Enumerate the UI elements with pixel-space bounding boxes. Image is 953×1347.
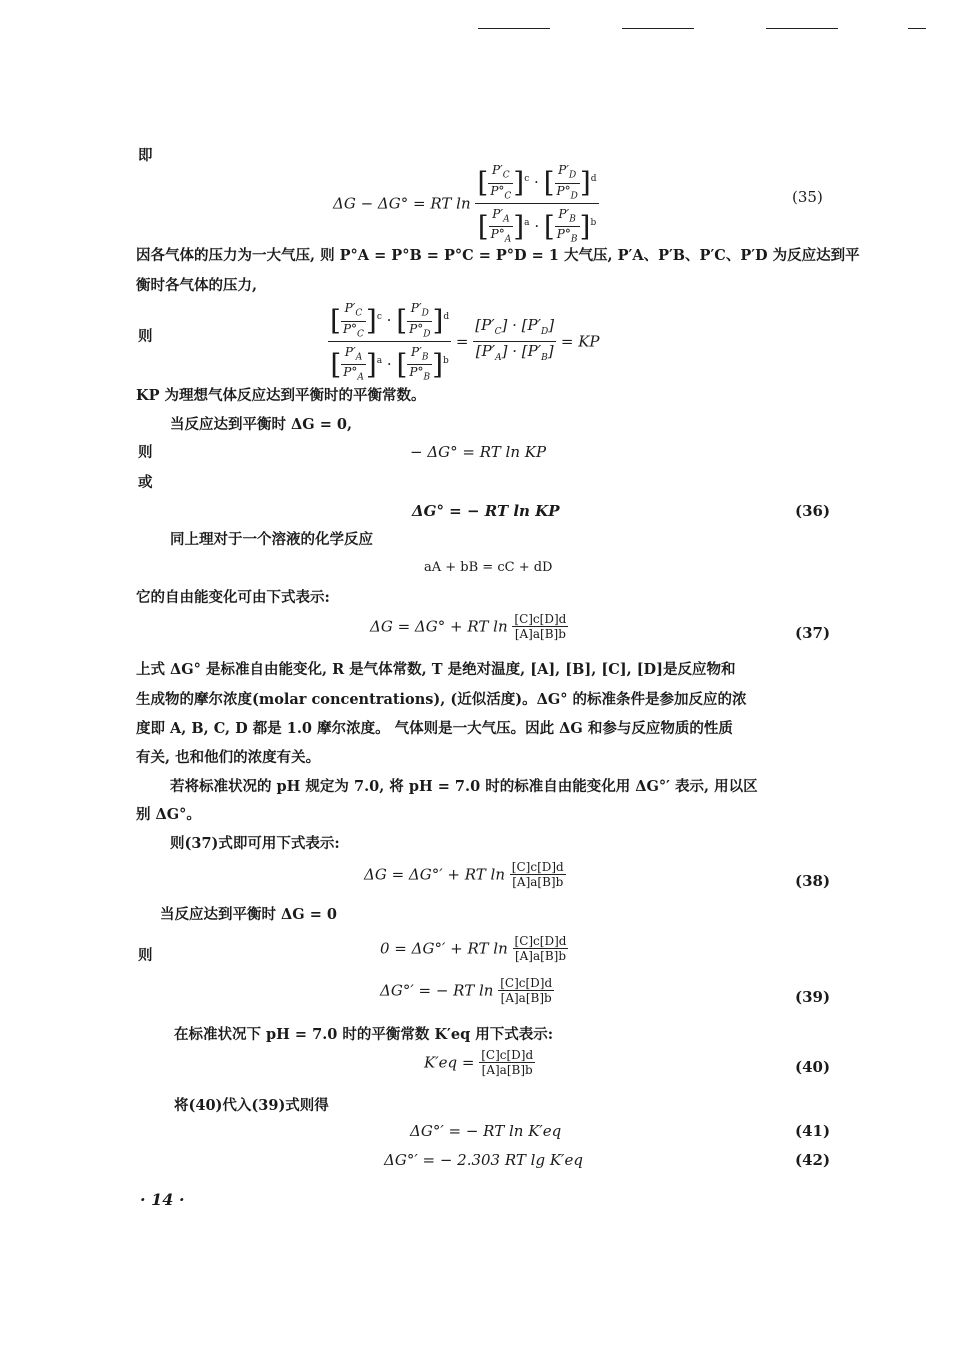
- text-line: 它的自由能变化可由下式表示:: [136, 589, 330, 606]
- text-line: KP 为理想气体反应达到平衡时的平衡常数。: [136, 387, 426, 404]
- header-rule: [478, 28, 550, 29]
- equation-39b: ΔG°′ = − RT ln $\frac{[C]c[D]d}{[A]a[B]b}$: [380, 976, 553, 1005]
- header-rule: [766, 28, 838, 29]
- text-line: 别 ΔG°。: [136, 806, 201, 823]
- text-line: 生成物的摩尔浓度(molar concentrations), (近似活度)。ΔG° 的标准条件是参加反应的浓: [136, 691, 747, 708]
- header-rule: [908, 28, 926, 29]
- equation-number-42: (42): [795, 1151, 831, 1169]
- equation-39a: 0 = ΔG°′ + RT ln $\frac{[C]c[D]d}{[A]a[B]b}$: [380, 934, 567, 963]
- equation-38: ΔG = ΔG°′ + RT ln $\frac{[C]c[D]d}{[A]a[B]b}$: [364, 860, 564, 889]
- equation-40: K′eq = $\frac{[C]c[D]d}{[A]a[B]b}$: [424, 1048, 534, 1077]
- text-line: 因各气体的压力为一大气压, 则 P°A = P°B = P°C = P°D = 1 大气压, P′A、P′B、P′C、P′D 为反应达到平: [136, 247, 860, 264]
- equation-number-39: (39): [795, 988, 831, 1006]
- equation-number-40: (40): [795, 1058, 831, 1076]
- equation-number-41: (41): [795, 1122, 831, 1140]
- equation-41: ΔG°′ = − RT ln K′eq: [410, 1122, 562, 1140]
- label-ji: 即: [138, 147, 153, 164]
- equation-number-36: (36): [795, 502, 831, 520]
- equation-minus-dg: − ΔG° = RT ln KP: [410, 443, 547, 461]
- kp-symbol: = KP: [560, 332, 600, 351]
- equation-number-35: (35): [792, 188, 823, 206]
- label-ze: 则: [138, 444, 153, 461]
- eq35-lhs: ΔG − ΔG° = RT ln: [333, 194, 471, 213]
- text-line: 衡时各气体的压力,: [136, 277, 258, 294]
- equation-number-38: (38): [795, 872, 831, 890]
- equation-number-37: (37): [795, 624, 831, 642]
- reaction-equation: aA + bB = cC + dD: [424, 560, 553, 575]
- page-number: · 14 ·: [140, 1190, 185, 1209]
- equation-kp-ratio: [ $\frac{P'_C}{P^\circ_C}$ ]$^c$ · [ $\frac{P'_D}{P^\circ_D}$ ]$^d$ [ $\frac{P'_A}{P^\circ_A}$ ]$^a$ · [ $\frac{P'_B}{P^\circ_B}$ ]$^b$ = $\frac{[P'_C] \cdot [P'_D]}{[P'_A] \cdot [P'_B]}$ = KP: [328, 298, 600, 385]
- text-line: 则(37)式即可用下式表示:: [170, 835, 340, 852]
- text-line: 有关, 也和他们的浓度有关。: [136, 749, 321, 766]
- eq35-fraction: [ $\frac{P'_C}{P^\circ_C}$ ]$^c$ · [ $\frac{P'_D}{P^\circ_D}$ ]$^d$ [ $\frac{P'_A}{P^\circ_A}$ ]$^a$ · [ $\frac{P'_B}{P^\circ_B}$ ]$^b$: [475, 160, 598, 247]
- text-line: 当反应达到平衡时 ΔG = 0: [160, 906, 338, 923]
- label-ze: 则: [138, 328, 153, 345]
- text-line: 在标准状况下 pH = 7.0 时的平衡常数 K′eq 用下式表示:: [174, 1026, 554, 1043]
- equation-36: ΔG° = − RT ln KP: [412, 502, 560, 520]
- text-line: 若将标准状况的 pH 规定为 7.0, 将 pH = 7.0 时的标准自由能变化用 ΔG°′ 表示, 用以区: [170, 778, 758, 795]
- equation-42: ΔG°′ = − 2.303 RT lg K′eq: [384, 1151, 583, 1169]
- header-rule: [622, 28, 694, 29]
- label-huo: 或: [138, 474, 153, 491]
- equation-35: [333, 160, 599, 247]
- equation-37: ΔG = ΔG° + RT ln $\frac{[C]c[D]d}{[A]a[B]b}$: [370, 612, 567, 641]
- text-line: 将(40)代入(39)式则得: [174, 1097, 329, 1114]
- text-line: 当反应达到平衡时 ΔG = 0,: [170, 416, 353, 433]
- label-ze: 则: [138, 947, 153, 964]
- text-line: 上式 ΔG° 是标准自由能变化, R 是气体常数, T 是绝对温度, [A], [B], [C], [D]是反应物和: [136, 661, 736, 678]
- text-line: 同上理对于一个溶液的化学反应: [170, 531, 373, 548]
- text-line: 度即 A, B, C, D 都是 1.0 摩尔浓度。 气体则是一大气压。因此 ΔG 和参与反应物质的性质: [136, 720, 733, 737]
